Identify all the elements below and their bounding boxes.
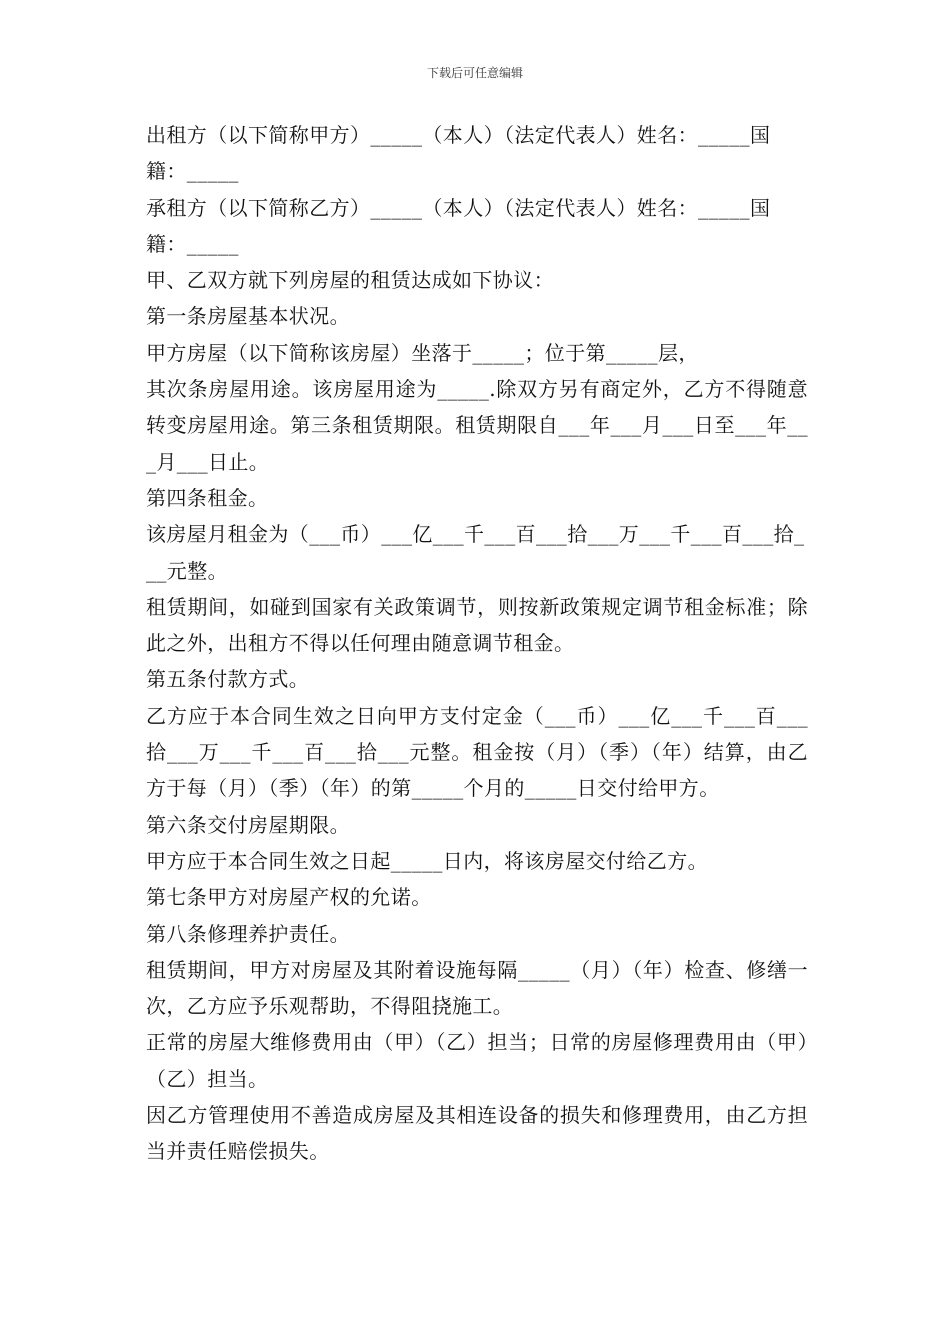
clause-4-rent-adjustment: 租赁期间，如碰到国家有关政策调节，则按新政策规定调节租金标准；除此之外，出租方不得以任何理由随意调节租金。 [146, 594, 808, 656]
contract-body [146, 117, 808, 1170]
clause-4-heading: 第四条租金。 [146, 485, 269, 510]
clause-6-delivery: 甲方应于本合同生效之日起_____日内，将该房屋交付给乙方。 [146, 848, 708, 873]
clause-7-heading: 第七条甲方对房屋产权的允诺。 [146, 885, 432, 910]
clause-5-payment: 乙方应于本合同生效之日向甲方支付定金（___币）___亿___千___百___拾___万___千___百___拾___元整。租金按（月）（季）（年）结算，由乙方于每（月）（季）（年）的第_____个月的_____日交付给甲方。 [146, 703, 808, 801]
clause-8-damage-liability: 因乙方管理使用不善造成房屋及其相连设备的损失和修理费用，由乙方担当并责任赔偿损失。 [146, 1103, 808, 1164]
clause-agreement-intro: 甲、乙双方就下列房屋的租赁达成如下协议： [146, 268, 554, 293]
clause-8-heading: 第八条修理养护责任。 [146, 921, 350, 946]
clause-5-heading: 第五条付款方式。 [146, 667, 310, 692]
clause-8-inspection: 租赁期间，甲方对房屋及其附着设施每隔_____（月）（年）检查、修缮一次，乙方应予乐观帮助，不得阻挠施工。 [146, 957, 808, 1019]
clause-lessee: 承租方（以下简称乙方）_____（本人）（法定代表人）姓名：_____国籍：_____ [146, 195, 771, 256]
clause-8-repair-costs: 正常的房屋大维修费用由（甲）（乙）担当；日常的房屋修理费用由（甲）（乙）担当。 [146, 1030, 808, 1091]
page-header-note: 下载后可任意编辑 [426, 66, 523, 80]
clause-1-heading: 第一条房屋基本状况。 [146, 304, 350, 329]
clause-lessor: 出租方（以下简称甲方）_____（本人）（法定代表人）姓名：_____国籍：_____ [146, 123, 771, 184]
clause-2-3-use-term: 其次条房屋用途。该房屋用途为_____.除双方另有商定外，乙方不得随意转变房屋用途。第三条租赁期限。租赁期限自___年___月___日至___年___月___日止。 [146, 377, 808, 474]
clause-1-location: 甲方房屋（以下简称该房屋）坐落于_____；位于第_____层， [146, 340, 699, 365]
clause-6-heading: 第六条交付房屋期限。 [146, 812, 350, 837]
clause-4-rent-amount: 该房屋月租金为（___币）___亿___千___百___拾___万___千___百___拾___元整。 [146, 522, 805, 583]
